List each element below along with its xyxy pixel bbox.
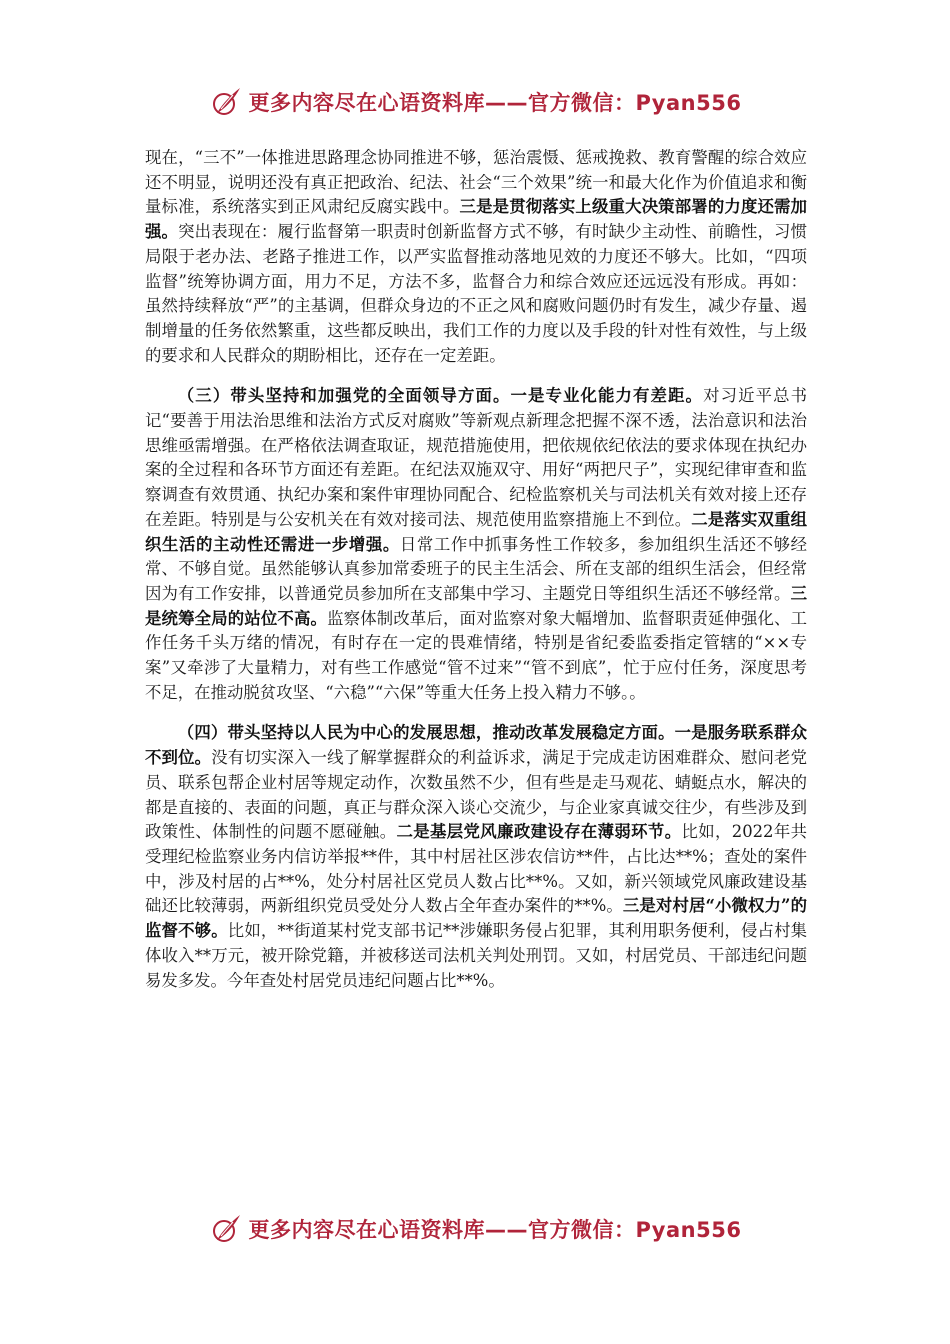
paragraph (145, 721, 807, 993)
feather-pen-logo-icon (209, 85, 243, 119)
bold-heading-run: 二是落实双重组织生活的主动性还需进一步增强。 (145, 509, 808, 554)
document-body (145, 146, 807, 993)
footer-watermark-text: 更多内容尽在心语资料库——官方微信：Pyan556 (248, 1218, 742, 1242)
paragraph (145, 384, 807, 705)
bold-heading-run: 三是对村居“小微权力”的监督不够。 (145, 896, 807, 941)
text-run: 日常工作中抓事务性工作较多，参加组织生活还不够经常、不够自觉。虽然能够认真参加常委班子的民主生活会、所在支部的组织生活会，但经常因为有工作安排，以普通党员参加所在支部集中学习、主题党日等组织生活还不够经常。 (145, 534, 808, 603)
footer-watermark-banner (0, 1209, 950, 1249)
text-run: 监察体制改革后，面对监察对象大幅增加、监督职责延伸强化、工作任务千头万绪的情况，有时存在一定的畏难情绪，特别是省纪委监委指定管辖的“××专案”又牵涉了大量精力，对有些工作感觉“管不过来”“管不到底”，忙于应付任务，深度思考不足，在推动脱贫攻坚、“六稳”“六保”等重大任务上投入精力不够。。 (145, 608, 808, 702)
bold-heading-run: 二是基层党风廉政建设存在薄弱环节。 (396, 822, 682, 842)
bold-heading-run: 三是统筹全局的站位不高。 (145, 583, 807, 628)
feather-pen-logo-icon (209, 1212, 243, 1246)
paragraph (145, 146, 807, 368)
bold-heading-run: （四）带头坚持以人民为中心的发展思想，推动改革发展稳定方面。一是服务联系群众不到位。 (145, 723, 807, 768)
bold-heading-run: 三是是贯彻落实上级重大决策部署的力度还需加强。 (145, 197, 808, 242)
text-run: 突出表现在：履行监督第一职责时创新监督方式不够，有时缺少主动性、前瞻性，习惯局限于老办法、老路子推进工作，以严实监督推动落地见效的力度还不够大。比如，“四项监督”统筹协调方面，用力不足，方法不多，监督合力和综合效应还远远没有形成。再如：虽然持续释放“严”的主基调，但群众身边的不正之风和腐败问题仍时有发生，减少存量、遏制增量的任务依然繁重，这些都反映出，我们工作的力度以及手段的针对性有效性，与上级的要求和人民群众的期盼相比，还存在一定差距。 (145, 222, 807, 365)
header-watermark-text: 更多内容尽在心语资料库——官方微信：Pyan556 (248, 91, 742, 115)
text-run: 对习近平总书记“要善于用法治思维和法治方式反对腐败”等新观点新理念把握不深不透，法治意识和法治思维亟需增强。在严格依法调查取证，规范措施使用，把依规依纪依法的要求体现在执纪办案的全过程和各环节方面还有差距。在纪法双施双守、用好“两把尺子”，实现纪律审查和监察调查有效贯通、执纪办案和案件审理协同配合、纪检监察机关与司法机关有效对接上还存在差距。特别是与公安机关在有效对接司法、规范使用监察措施上不到位。 (145, 386, 808, 529)
header-watermark-banner (0, 82, 950, 122)
bold-heading-run: （三）带头坚持和加强党的全面领导方面。一是专业化能力有差距。 (177, 386, 704, 406)
text-run: 没有切实深入一线了解掌握群众的利益诉求，满足于完成走访困难群众、慰问老党员、联系包帮企业村居等规定动作，次数虽然不少，但有些是走马观花、蜻蜓点水，解决的都是直接的、表面的问题，真正与群众深入谈心交流少，与企业家真诚交往少，有些涉及到政策性、体制性的问题不愿碰触。 (145, 748, 808, 842)
text-run: 比如，2022年共受理纪检监察业务内信访举报**件，其中村居社区涉农信访**件，占比达**%；查处的案件中，涉及村居的占**%，处分村居社区党员人数占比**%。又如，新兴领域党风廉政建设基础还比较薄弱，两新组织党员受处分人数占全年查办案件的**%。 (145, 822, 808, 916)
text-run: 现在，“三不”一体推进思路理念协同推进不够，惩治震慑、惩戒挽救、教育警醒的综合效应还不明显，说明还没有真正把政治、纪法、社会“三个效果”统一和最大化作为价值追求和衡量标准，系统落实到正风肃纪反腐实践中。 (145, 148, 807, 217)
text-run: 比如，**街道某村党支部书记**涉嫌职务侵占犯罪，其利用职务便利，侵占村集体收入**万元，被开除党籍，并被移送司法机关判处刑罚。又如，村居党员、干部违纪问题易发多发。今年查处村居党员违纪问题占比**%。 (145, 921, 808, 990)
